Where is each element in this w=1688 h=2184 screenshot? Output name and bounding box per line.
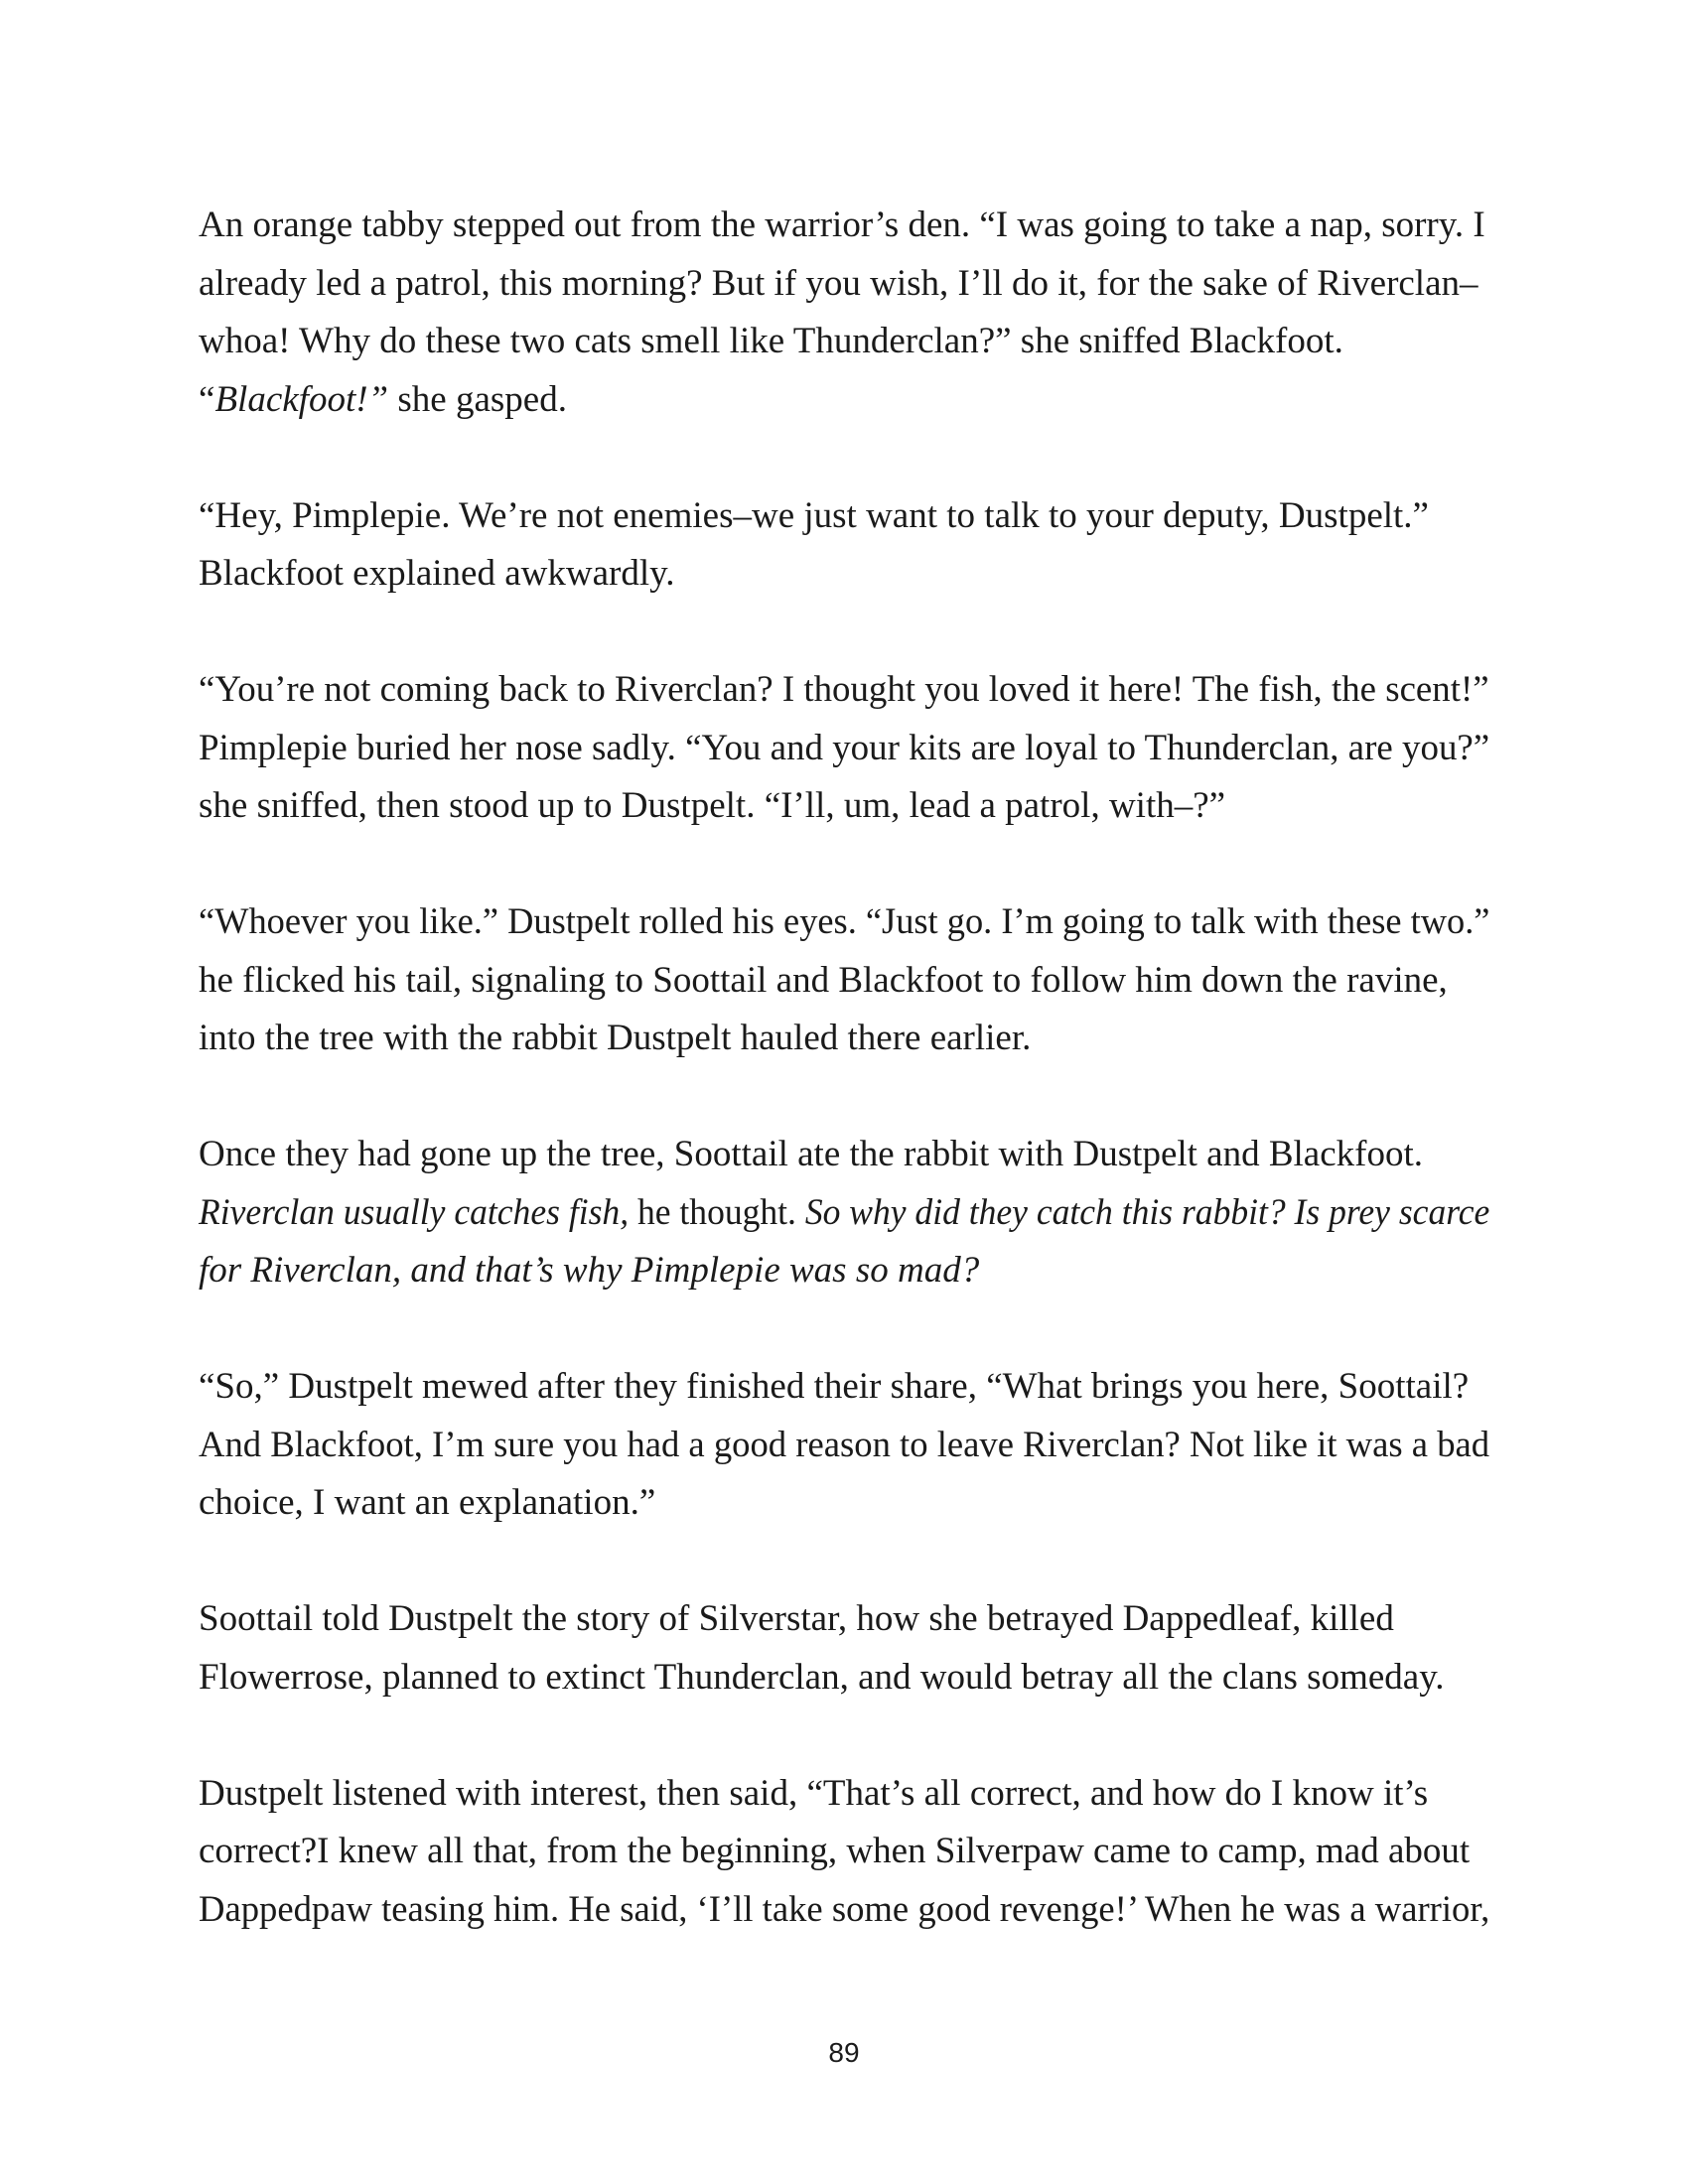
italic-text: Blackfoot!” — [214, 378, 389, 420]
body-text — [199, 197, 1489, 1939]
paragraph — [199, 197, 1489, 429]
text-run: whoa! Why do these two cats smell like Thunderclan?” she sniffed Blackfoot. — [199, 321, 1343, 361]
text-line — [199, 1010, 1489, 1068]
text-run: already led a patrol, this morning? But if you wish, I’ll do it, for the sake of Riverclan– — [199, 262, 1478, 304]
text-run: Soottail told Dustpelt the story of Silverstar, how she betrayed Dappedleaf, killed — [199, 1598, 1394, 1639]
text-run: he thought. — [629, 1191, 805, 1233]
text-run: she gasped. — [388, 378, 567, 420]
italic-text: Riverclan usually catches fish, — [199, 1191, 630, 1233]
text-run: “So,” Dustpelt mewed after they finished their share, “What brings you here, Soottail? — [199, 1366, 1470, 1407]
text-run: she sniffed, then stood up to Dustpelt. “I’ll, um, lead a patrol, with–?” — [199, 785, 1226, 826]
text-line — [199, 1126, 1489, 1184]
italic-text: So why did they catch this rabbit? Is prey scarce — [804, 1191, 1490, 1233]
text-line — [199, 197, 1489, 255]
text-line — [199, 893, 1490, 952]
text-run: “ — [199, 378, 215, 420]
text-line — [199, 1590, 1489, 1649]
text-run: Blackfoot explained awkwardly. — [199, 553, 675, 594]
paragraph — [199, 893, 1489, 1068]
text-line — [199, 313, 1489, 371]
text-line — [199, 1358, 1489, 1417]
text-line — [199, 1649, 1489, 1707]
text-line — [199, 487, 1489, 546]
text-run: Dustpelt listened with interest, then said, “That’s all correct, and how do I know it’s — [199, 1772, 1429, 1814]
text-run: “Whoever you like.” Dustpelt rolled his eyes. “Just go. I’m going to talk with these two.” — [199, 901, 1490, 942]
text-line — [199, 1474, 1489, 1533]
text-run: correct?I knew all that, from the beginning, when Silverpaw came to camp, mad about — [199, 1831, 1471, 1871]
text-line — [199, 371, 1489, 430]
text-line — [199, 1765, 1489, 1824]
text-line — [199, 661, 1489, 720]
italic-text: for Riverclan, and that’s why Pimplepie was so mad? — [199, 1250, 980, 1291]
text-line — [199, 720, 1490, 778]
text-line — [199, 1242, 1489, 1300]
text-line — [199, 1417, 1490, 1475]
text-run: “Hey, Pimplepie. We’re not enemies–we just want to talk to your deputy, Dustpelt.” — [199, 494, 1429, 536]
paragraph — [199, 1765, 1489, 1940]
text-line — [199, 1881, 1490, 1940]
text-line — [199, 255, 1489, 314]
paragraph — [199, 1358, 1489, 1533]
text-run: choice, I want an explanation.” — [199, 1482, 656, 1523]
text-line — [199, 1184, 1490, 1243]
paragraph — [199, 661, 1489, 836]
page-number: 89 — [828, 2037, 860, 2068]
text-line — [199, 545, 1489, 604]
text-run: he flicked his tail, signaling to Soottail and Blackfoot to follow him down the ravine, — [199, 959, 1448, 1001]
paragraph — [199, 1126, 1489, 1300]
text-run: Once they had gone up the tree, Soottail ate the rabbit with Dustpelt and Blackfoot. — [199, 1134, 1423, 1174]
text-run: Dappedpaw teasing him. He said, ‘I’ll take some good revenge!’ When he was a warrior, — [199, 1888, 1490, 1930]
text-run: And Blackfoot, I’m sure you had a good reason to leave Riverclan? Not like it was a bad — [199, 1424, 1490, 1465]
text-line — [199, 1823, 1489, 1881]
text-run: into the tree with the rabbit Dustpelt hauled there earlier. — [199, 1018, 1032, 1058]
text-line — [199, 952, 1489, 1011]
paragraph — [199, 487, 1489, 604]
paragraph — [199, 1590, 1489, 1706]
text-run: An orange tabby stepped out from the warrior’s den. “I was going to take a nap, sorry. I — [199, 205, 1485, 245]
text-line — [199, 777, 1489, 836]
text-run: Flowerrose, planned to extinct Thunderclan, and would betray all the clans someday. — [199, 1656, 1445, 1698]
text-run: Pimplepie buried her nose sadly. “You and your kits are loyal to Thunderclan, are you?” — [199, 727, 1490, 768]
text-run: “You’re not coming back to Riverclan? I thought you loved it here! The fish, the scent!” — [199, 669, 1489, 710]
